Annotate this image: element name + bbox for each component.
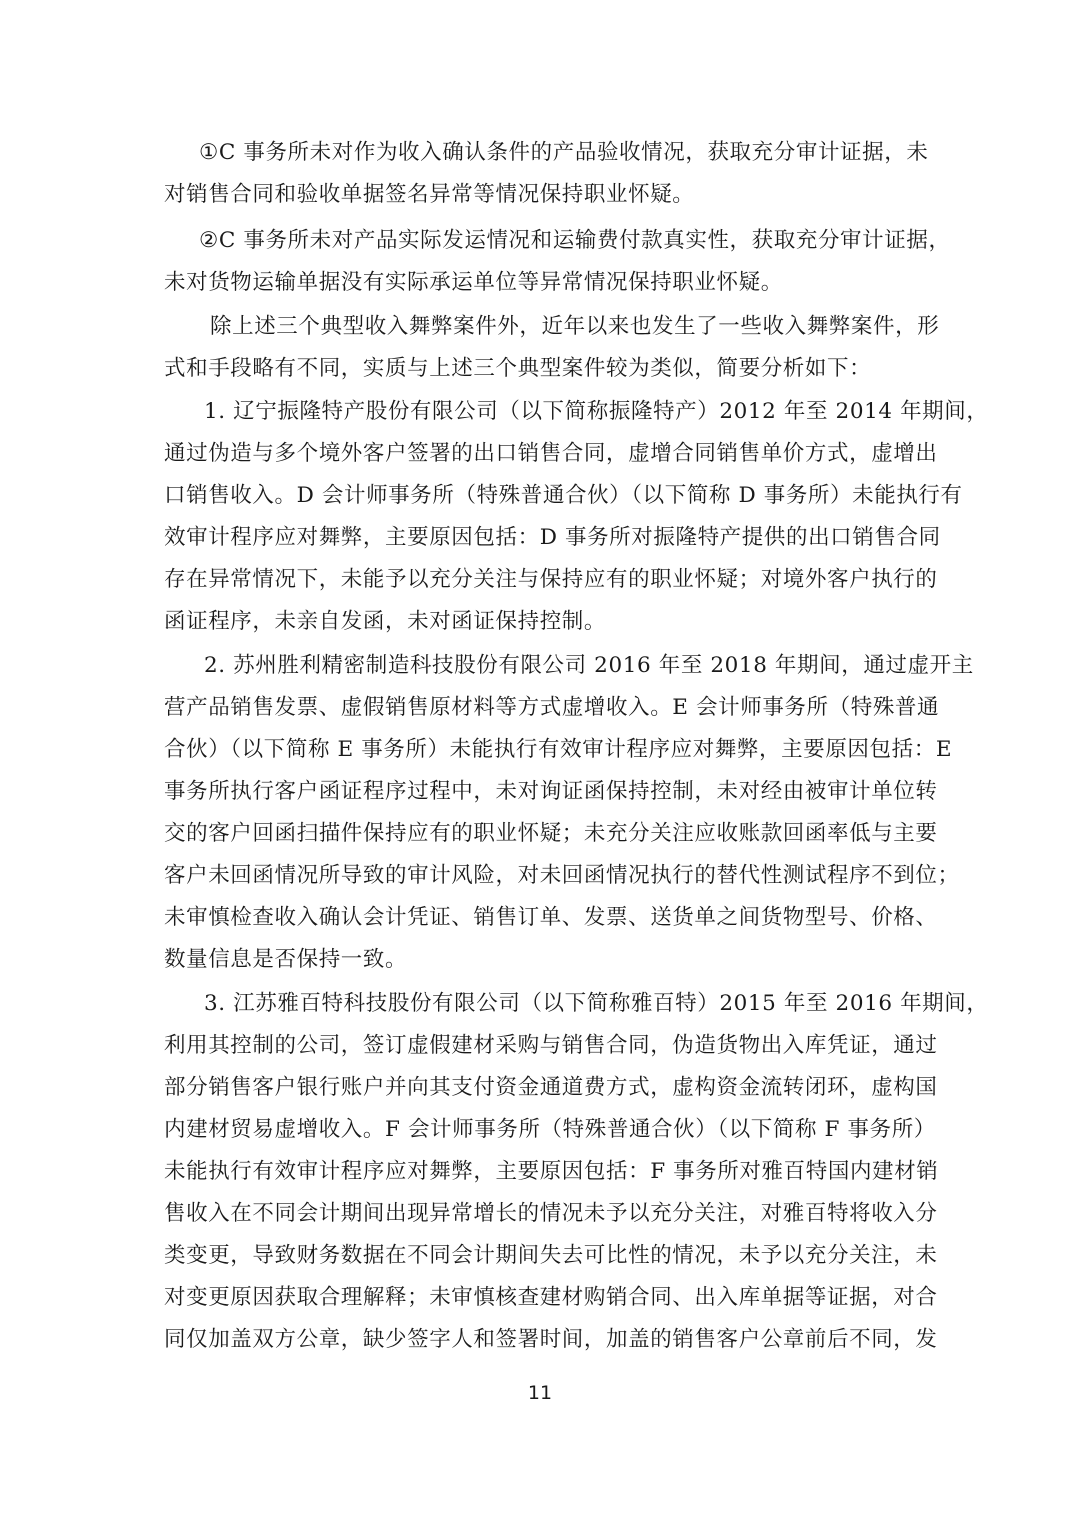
text-line: 营产品销售发票、虚假销售原材料等方式虚增收入。E 会计师事务所（特殊普通	[164, 695, 940, 720]
text-line: 3. 江苏雅百特科技股份有限公司（以下简称雅百特）2015 年至 2016 年期间，	[204, 991, 989, 1016]
text-line: 未对货物运输单据没有实际承运单位等异常情况保持职业怀疑。	[164, 270, 783, 295]
text-line: 通过伪造与多个境外客户签署的出口销售合同，虚增合同销售单价方式，虚增出	[164, 441, 938, 466]
text-line: 同仅加盖双方公章，缺少签字人和签署时间，加盖的销售客户公章前后不同，发	[164, 1327, 938, 1352]
text-line: 对销售合同和验收单据签名异常等情况保持职业怀疑。	[164, 182, 695, 207]
text-line: 效审计程序应对舞弊，主要原因包括：D 事务所对振隆特产提供的出口销售合同	[164, 525, 941, 550]
text-line: 交的客户回函扫描件保持应有的职业怀疑；未充分关注应收账款回函率低与主要	[164, 821, 938, 846]
text-line: 对变更原因获取合理解释；未审慎核查建材购销合同、出入库单据等证据，对合	[164, 1285, 938, 1310]
text-line: 口销售收入。D 会计师事务所（特殊普通合伙）（以下简称 D 事务所）未能执行有	[164, 483, 963, 508]
text-line: 合伙）（以下简称 E 事务所）未能执行有效审计程序应对舞弊，主要原因包括：E	[164, 737, 953, 762]
text-line: 函证程序，未亲自发函，未对函证保持控制。	[164, 609, 607, 634]
text-line: 除上述三个典型收入舞弊案件外，近年以来也发生了一些收入舞弊案件，形	[210, 314, 940, 339]
text-line: 2. 苏州胜利精密制造科技股份有限公司 2016 年至 2018 年期间，通过虚开主	[204, 653, 974, 678]
text-line: 类变更，导致财务数据在不同会计期间失去可比性的情况，未予以充分关注，未	[164, 1243, 938, 1268]
text-line: 部分销售客户银行账户并向其支付资金通道费方式，虚构资金流转闭环，虚构国	[164, 1075, 938, 1100]
text-line: ①C 事务所未对作为收入确认条件的产品验收情况，获取充分审计证据，未	[199, 140, 929, 165]
text-line: 未审慎检查收入确认会计凭证、销售订单、发票、送货单之间货物型号、价格、	[164, 905, 938, 930]
text-line: 利用其控制的公司，签订虚假建材采购与销售合同，伪造货物出入库凭证，通过	[164, 1033, 938, 1058]
page-number: 11	[527, 1382, 553, 1404]
text-line: 数量信息是否保持一致。	[164, 947, 408, 972]
text-line: 内建材贸易虚增收入。F 会计师事务所（特殊普通合伙）（以下简称 F 事务所）	[164, 1117, 936, 1142]
text-line: 1. 辽宁振隆特产股份有限公司（以下简称振隆特产）2012 年至 2014 年期间，	[204, 399, 989, 424]
text-line: 式和手段略有不同，实质与上述三个典型案件较为类似，简要分析如下：	[164, 356, 872, 381]
text-line: 售收入在不同会计期间出现异常增长的情况未予以充分关注，对雅百特将收入分	[164, 1201, 938, 1226]
text-line: ②C 事务所未对产品实际发运情况和运输费付款真实性，获取充分审计证据，	[199, 228, 951, 253]
text-line: 存在异常情况下，未能予以充分关注与保持应有的职业怀疑；对境外客户执行的	[164, 567, 938, 592]
text-line: 事务所执行客户函证程序过程中，未对询证函保持控制，未对经由被审计单位转	[164, 779, 938, 804]
text-line: 客户未回函情况所导致的审计风险，对未回函情况执行的替代性测试程序不到位；	[164, 863, 960, 888]
text-line: 未能执行有效审计程序应对舞弊，主要原因包括：F 事务所对雅百特国内建材销	[164, 1159, 939, 1184]
